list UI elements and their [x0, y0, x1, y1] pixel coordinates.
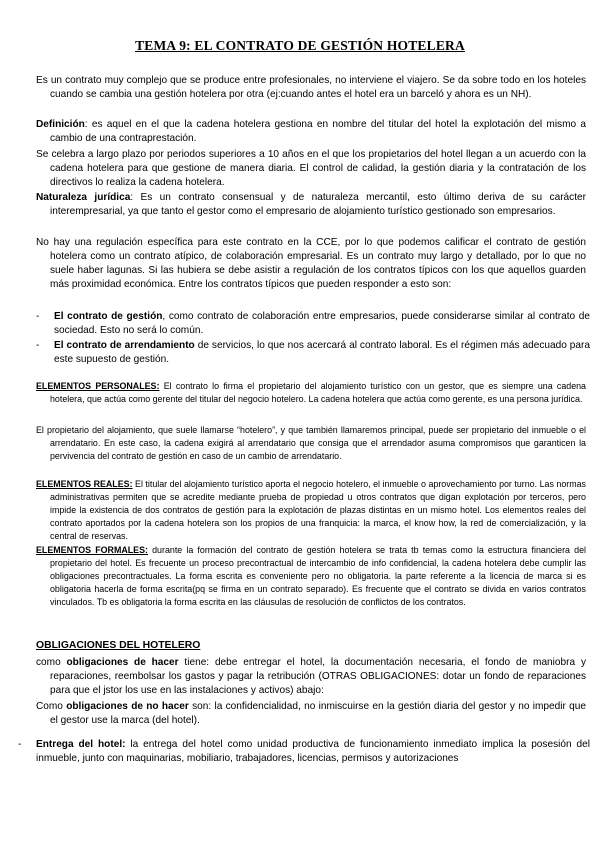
intro-paragraph — [36, 74, 586, 102]
definition-paragraph — [36, 118, 586, 146]
real-elements-paragraph — [36, 478, 586, 543]
obligations-dont-prefix: Como — [36, 701, 67, 712]
obligations-do-text: tiene: debe entregar el hotel, la documentación necesaria, el fondo de maniobra y reparaciones, reembolsar los gastos y pagar la retribución (OTRAS OBLIGACIONES: dotar un fondo de reparaciones para que el jstor los use en las instalaciones y activos) abajo: — [50, 657, 586, 696]
real-elements-label: ELEMENTOS REALES: — [36, 479, 133, 489]
nature-paragraph — [36, 191, 586, 219]
delivery-text: la entrega del hotel como unidad productiva de funcionamiento inmediato implica la posesión del inmueble, junto con maquinarias, mobiliario, trabajadores, licencias, permisos y autorizaciones — [36, 739, 590, 764]
personal-elements-text: El contrato lo firma el propietario del alojamiento turístico con un gestor, que es siempre una cadena hotelera, que actúa como gerente del titular del negocio hotelero. La cadena hotelera que actúa como gerente, es una persona jurídica. — [50, 381, 586, 405]
term-text: Se celebra a largo plazo por periodos superiores a 10 años en el que los propietarios del hotel llegan a un acuerdo con la cadena hotelera para que gestione de manera diaria. El control de calidad, la gestión diaria y la contratación de los directivos lo realiza la cadena hotelera. — [36, 149, 586, 188]
personal-elements-label: ELEMENTOS PERSONALES: — [36, 381, 160, 391]
obligations-dont-paragraph — [36, 700, 586, 728]
regulation-paragraph — [36, 236, 586, 292]
intro-text: Es un contrato muy complejo que se produce entre profesionales, no interviene el viajero. Se da sobre todo en los hoteles cuando se cambia una gestión hotelera por otra (ej:cuando antes el hotel era un barceló y ahora es un NH). — [36, 75, 586, 100]
owner-text: El propietario del alojamiento, que suele llamarse “hotelero”, y que también llamaremos principal, puede ser propietario del inmueble o el arrendatario. En este caso, la cadena exigirá al arrendatario que consiga que el arrendador asuma compromisos que garanticen la pervivencia del contrato de gestión en caso de un cambio de arrendatario. — [36, 425, 586, 462]
obligations-do-prefix: como — [36, 657, 67, 668]
term-paragraph — [36, 148, 586, 190]
definition-label: Definición — [36, 119, 85, 130]
list-item: - El contrato de arrendamiento de servicios, lo que nos acercará al contrato laboral. Es el régimen más adecuado para este supuesto de gestión. — [36, 340, 591, 365]
delivery-label: Entrega del hotel: — [36, 739, 126, 750]
page-title: TEMA 9: EL CONTRATO DE GESTIÓN HOTELERA — [135, 38, 465, 53]
formal-elements-text: durante la formación del contrato de gestión hotelera se trata tb temas como la estructura financiera del propietario del hotel. Es frecuente un proceso precontractual de intercambio de info confidencial, la cadena hotelera debe cumplir las obligaciones precontractuales. La forma escrita es conveniente pero no obligatoria. la parte referente a la licencia de marca si es obligatoria hacerla de forma escrita(pq se firma en un contrato separado). Es frecuente que el contrato se divida en varios contratos vinculados. Tb es obligatoria la forma escrita en las cláusulas de resolución de conflictos de los contratos. — [50, 545, 586, 608]
bullet-label: El contrato de gestión — [54, 311, 163, 322]
bullet-text: , como contrato de colaboración entre empresarios, puede considerarse similar al contrato de sociedad. Esto no será lo común. — [54, 311, 590, 336]
obligations-do-paragraph — [36, 656, 586, 698]
personal-elements-paragraph — [36, 380, 586, 406]
formal-elements-paragraph — [36, 544, 586, 609]
obligations-dont-label: obligaciones de no hacer — [66, 701, 189, 712]
bullet-label: El contrato de arrendamiento — [54, 340, 195, 351]
obligations-do-label: obligaciones de hacer — [66, 657, 179, 668]
obligations-dont-text: son: la confidencialidad, no inmiscuirse en la gestión diaria del gestor y no impedir que el gestor use la marca (del hotel). — [50, 701, 586, 726]
obligations-heading: OBLIGACIONES DEL HOTELERO — [36, 640, 201, 651]
list-item: - El contrato de gestión, como contrato de colaboración entre empresarios, puede considerarse similar al contrato de sociedad. Esto no será lo común. — [36, 311, 590, 336]
nature-text: : Es un contrato consensual y de naturaleza mercantil, esto último deriva de su carácter interempresarial, ya que tanto el gestor como el empresario de alojamiento turístico gestionado son empresarios. — [50, 192, 586, 217]
formal-elements-label: ELEMENTOS FORMALES: — [36, 545, 148, 555]
nature-label: Naturaleza jurídica — [36, 192, 131, 203]
real-elements-text: El titular del alojamiento turístico aporta el negocio hotelero, el inmueble o aprovechamiento por turno. Las normas administrativas permiten que se acredite mediante prueba de propiedad u otros contratos que digan explotación por terceros, pero impide la existencia de dos contratos de gestión para la explotación de plazas distintas en un mismo hotel. Los elementos reales del contrato aportados por la cadena hotelera son los propios de una franquicia: la marca, el know how, la red de comercialización, y la central de reservas. — [50, 479, 586, 542]
owner-paragraph — [36, 424, 586, 463]
regulation-text: No hay una regulación específica para este contrato en la CCE, por lo que podemos calificar el contrato de gestión hotelera como un contrato atípico, de colaboración empresarial. Es un contrato muy largo y detallado, por lo que no suele haber lagunas. Si las hubiera se debe asistir a regulación de los contratos típicos con los que aquellos guarden más proximidad económica. Entre los contratos típicos que pueden responder a esto son: — [36, 237, 586, 290]
list-item: - Entrega del hotel: la entrega del hotel como unidad productiva de funcionamiento inmediato implica la posesión del inmueble, junto con maquinarias, mobiliario, trabajadores, licencias, permisos y autorizaciones — [18, 739, 590, 764]
definition-text: : es aquel en el que la cadena hotelera gestiona en nombre del titular del hotel la explotación del mismo a cambio de una contraprestación. — [50, 119, 586, 144]
bullet-text: de servicios, lo que nos acercará al contrato laboral. Es el régimen más adecuado para este supuesto de gestión. — [54, 340, 591, 365]
